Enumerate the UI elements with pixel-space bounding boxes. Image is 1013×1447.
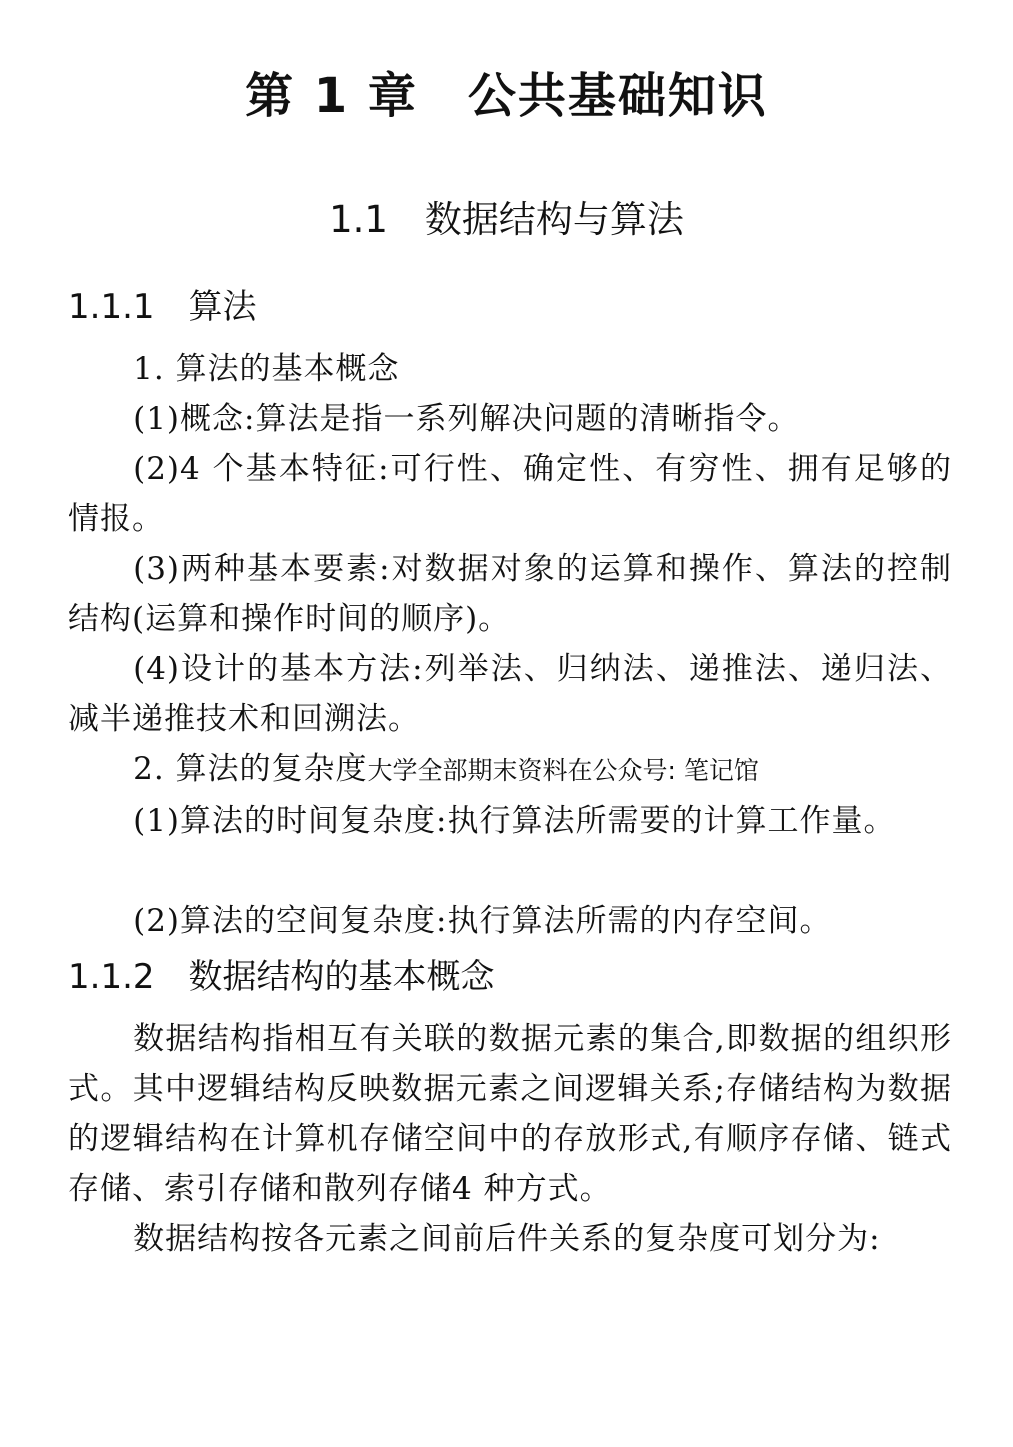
overlay-note-text: 大学全部期末资料在公众号: 笔记馆: [367, 756, 759, 785]
paragraph-concept: (1)概念:算法是指一系列解决问题的清晰指令。: [133, 401, 800, 437]
subsection-heading-1-1-2: 1.1.2 数据结构的基本概念: [68, 957, 495, 997]
paragraph-data-structure-definition: 数据结构指相互有关联的数据元素的集合,即数据的组织形式。其中逻辑结构反映数据元素之间逻辑关系;存储结构为数据的逻辑结构在计算机存储空间中的存放形式,有顺序存储、链式存储、索引存储和散列存储4 种方式。: [68, 1021, 952, 1207]
paragraph-data-structure-classification: 数据结构按各元素之间前后件关系的复杂度可划分为:: [133, 1221, 881, 1257]
paragraph-space-complexity: (2)算法的空间复杂度:执行算法所需的内存空间。: [133, 903, 832, 939]
paragraph-two-elements: (3)两种基本要素:对数据对象的运算和操作、算法的控制结构(运算和操作时间的顺序)。: [68, 551, 952, 637]
complexity-heading-text: 2. 算法的复杂度: [133, 751, 368, 787]
paragraph-design-methods: (4)设计的基本方法:列举法、归纳法、递推法、递归法、减半递推技术和回溯法。: [68, 651, 952, 737]
subsection-heading-1-1-1: 1.1.1 算法: [68, 287, 257, 327]
paragraph-four-features: (2)4 个基本特征:可行性、确定性、有穷性、拥有足够的情报。: [68, 451, 952, 537]
section-title: 1.1 数据结构与算法: [329, 198, 684, 241]
paragraph-algorithm-basic-concept: 1. 算法的基本概念: [133, 351, 400, 387]
paragraph-complexity-heading: [68, 744, 952, 796]
chapter-title: 第 1 章 公共基础知识: [245, 68, 768, 124]
paragraph-time-complexity: (1)算法的时间复杂度:执行算法所需要的计算工作量。: [133, 803, 896, 839]
